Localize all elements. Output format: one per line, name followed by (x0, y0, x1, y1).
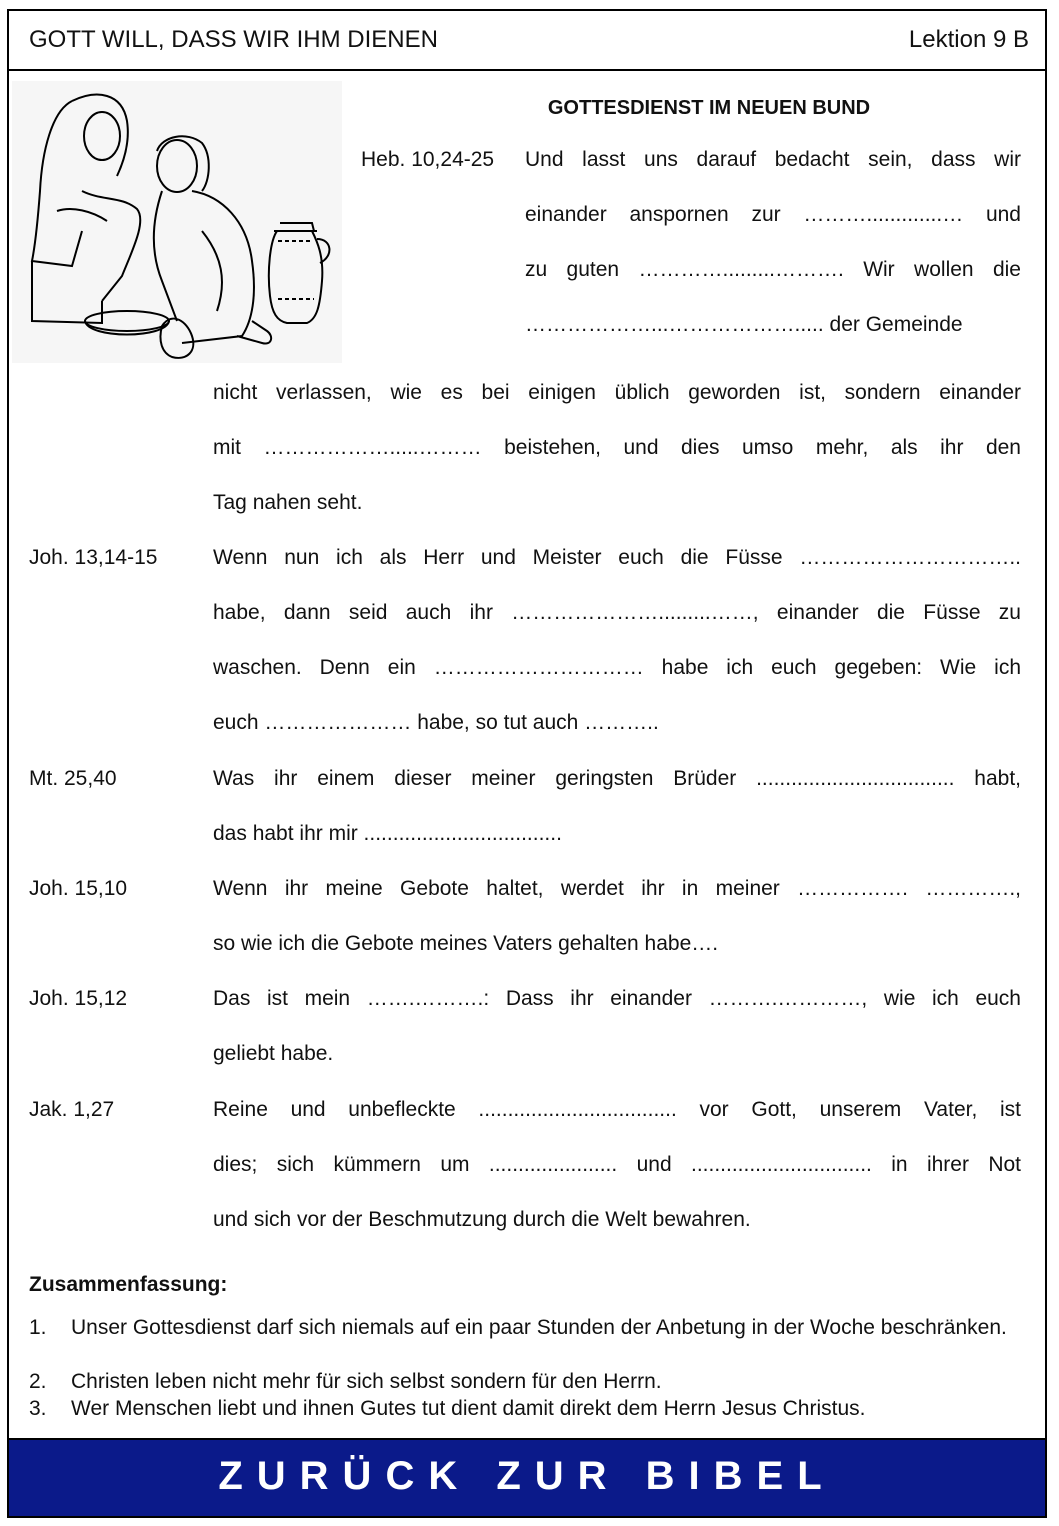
summary-number: 1. (29, 1316, 47, 1339)
summary-item (29, 1369, 1019, 1395)
verse-line: Das ist mein …….……….: Dass ihr einander ……….…………, wie ich euch (213, 987, 1021, 1010)
verse-line: nicht verlassen, wie es bei einigen üblich geworden ist, sondern einander (213, 381, 1021, 404)
footer-banner (9, 1438, 1045, 1516)
verse-line: und sich vor der Beschmutzung durch die Welt bewahren. (213, 1208, 751, 1231)
verse-line: Reine und unbefleckte .................................. vor Gott, unserem Vater, ist (213, 1098, 1021, 1121)
verse-line: ………………...………………..... der Gemeinde (525, 313, 963, 336)
verse-reference: Mt. 25,40 (29, 767, 117, 790)
verse-reference: Joh. 13,14-15 (29, 546, 158, 569)
verse-reference: Joh. 15,12 (29, 987, 128, 1010)
summary-number: 3. (29, 1397, 47, 1420)
verse-line: euch ………………… habe, so tut auch ……….. (213, 711, 659, 734)
verse-line: das habt ihr mir .................................. (213, 822, 562, 845)
verse-reference: Joh. 15,10 (29, 877, 128, 900)
summary-text: Unser Gottesdienst darf sich niemals auf ein paar Stunden der Anbetung in der Woche beschränken. (71, 1316, 1007, 1339)
summary-title: Zusammenfassung: (29, 1273, 228, 1296)
summary-text: Wer Menschen liebt und ihnen Gutes tut dient damit direkt dem Herrn Jesus Christus. (71, 1397, 866, 1420)
verse-line: einander anspornen zur ……….............… und (525, 203, 1021, 226)
summary-item (29, 1315, 1019, 1367)
header (9, 11, 1045, 71)
verse-reference: Jak. 1,27 (29, 1098, 115, 1121)
verse-line: waschen. Denn ein ………………………… habe ich euch gegeben: Wie ich (213, 656, 1021, 679)
summary-number: 2. (29, 1370, 47, 1393)
verse-line: zu guten ………….........………. Wir wollen die (525, 258, 1021, 281)
summary-item (29, 1396, 1019, 1422)
page-title: GOTT WILL, DASS WIR IHM DIENEN (29, 26, 438, 53)
verse-line: dies; sich kümmern um ...................... und ............................... in ihrer Not (213, 1153, 1021, 1176)
worksheet-frame (7, 9, 1047, 1518)
verse-line: Tag nahen seht. (213, 491, 363, 514)
verse-line: Und lasst uns darauf bedacht sein, dass wir (525, 148, 1021, 171)
footer-title: ZURÜCK ZUR BIBEL (218, 1454, 836, 1498)
verse-line: mit ……………….....……… beistehen, und dies umso mehr, als ihr den (213, 436, 1021, 459)
section-title: GOTTESDIENST IM NEUEN BUND (547, 97, 871, 119)
verse-line: Wenn nun ich als Herr und Meister euch die Füsse ………………………….. (213, 546, 1021, 569)
verse-line: Wenn ihr meine Gebote haltet, werdet ihr in meiner ……………. …………., (213, 877, 1021, 900)
verse-line: Was ihr einem dieser meiner geringsten Brüder .................................. habt, (213, 767, 1021, 790)
summary-text: Christen leben nicht mehr für sich selbst sondern für den Herrn. (71, 1370, 662, 1393)
verse-line: so wie ich die Gebote meines Vaters gehalten habe…. (213, 932, 719, 955)
lesson-label: Lektion 9 B (908, 26, 1029, 53)
foot-washing-illustration (12, 81, 342, 363)
verse-reference: Heb. 10,24-25 (361, 148, 495, 171)
verse-line: habe, dann seid auch ihr ………………….........……, einander die Füsse zu (213, 601, 1021, 624)
verse-line: geliebt habe. (213, 1042, 334, 1065)
